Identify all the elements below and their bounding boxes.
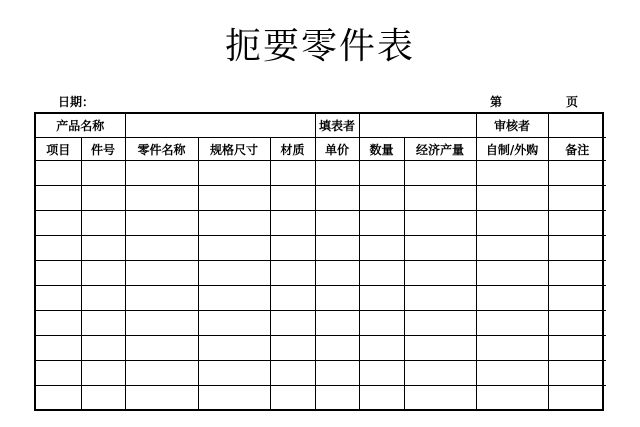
table-cell[interactable] <box>198 161 270 186</box>
product-name-field[interactable] <box>125 114 315 138</box>
table-cell[interactable] <box>270 336 315 361</box>
table-cell[interactable] <box>476 361 548 386</box>
table-cell[interactable] <box>548 236 606 261</box>
table-cell[interactable] <box>359 161 404 186</box>
column-header: 项目 <box>36 138 81 161</box>
table-cell[interactable] <box>359 236 404 261</box>
column-header: 自制/外购 <box>476 138 548 161</box>
table-cell[interactable] <box>548 211 606 236</box>
table-cell[interactable] <box>125 161 198 186</box>
table-cell[interactable] <box>476 261 548 286</box>
table-cell[interactable] <box>198 336 270 361</box>
table-cell[interactable] <box>36 211 81 236</box>
table-cell[interactable] <box>359 186 404 211</box>
table-cell[interactable] <box>404 161 476 186</box>
column-header: 件号 <box>81 138 125 161</box>
table-cell[interactable] <box>476 336 548 361</box>
info-row <box>36 114 606 138</box>
filler-label-wide: 填表者 <box>315 114 359 138</box>
form-title: 扼要零件表 <box>224 26 415 67</box>
table-cell[interactable] <box>270 186 315 211</box>
table-cell[interactable] <box>270 161 315 186</box>
table-cell[interactable] <box>315 211 359 236</box>
table-cell[interactable] <box>198 361 270 386</box>
table-cell[interactable] <box>198 261 270 286</box>
table-cell[interactable] <box>476 311 548 336</box>
table-cell[interactable] <box>404 261 476 286</box>
table-cell[interactable] <box>125 236 198 261</box>
table-cell[interactable] <box>359 286 404 311</box>
table-cell[interactable] <box>270 286 315 311</box>
table-cell[interactable] <box>476 161 548 186</box>
table-cell[interactable] <box>548 336 606 361</box>
table-cell[interactable] <box>81 336 125 361</box>
table-cell[interactable] <box>548 286 606 311</box>
column-header: 数量 <box>359 138 404 161</box>
table-cell[interactable] <box>404 186 476 211</box>
page-label-prefix: 第 <box>490 95 503 109</box>
table-cell[interactable] <box>315 386 359 411</box>
date-label: 日期： <box>58 95 95 109</box>
table-cell[interactable] <box>476 386 548 411</box>
column-header-row <box>36 138 606 161</box>
table-cell[interactable] <box>359 211 404 236</box>
table-cell[interactable] <box>36 311 81 336</box>
table-row <box>36 286 606 311</box>
table-cell[interactable] <box>270 236 315 261</box>
table-cell[interactable] <box>548 361 606 386</box>
filler-field[interactable] <box>359 114 476 138</box>
table-cell[interactable] <box>125 261 198 286</box>
table-cell[interactable] <box>36 186 81 211</box>
table-cell[interactable] <box>125 386 198 411</box>
table-cell[interactable] <box>359 336 404 361</box>
table-cell[interactable] <box>270 386 315 411</box>
table-cell[interactable] <box>476 286 548 311</box>
table-row <box>36 386 606 411</box>
table-cell[interactable] <box>476 211 548 236</box>
column-header: 零件名称 <box>125 138 198 161</box>
table-cell[interactable] <box>36 286 81 311</box>
table-cell[interactable] <box>315 186 359 211</box>
table-cell[interactable] <box>548 161 606 186</box>
table-cell[interactable] <box>548 386 606 411</box>
table-cell[interactable] <box>36 261 81 286</box>
table-cell[interactable] <box>315 286 359 311</box>
table-row <box>36 261 606 286</box>
table-cell[interactable] <box>548 261 606 286</box>
table-cell[interactable] <box>81 261 125 286</box>
table-cell[interactable] <box>404 361 476 386</box>
table-cell[interactable] <box>315 311 359 336</box>
table-cell[interactable] <box>81 286 125 311</box>
table-cell[interactable] <box>404 236 476 261</box>
table-cell[interactable] <box>36 161 81 186</box>
table-cell[interactable] <box>315 336 359 361</box>
table-cell[interactable] <box>476 186 548 211</box>
table-cell[interactable] <box>125 186 198 211</box>
table-cell[interactable] <box>548 186 606 211</box>
table-cell[interactable] <box>81 161 125 186</box>
table-cell[interactable] <box>315 261 359 286</box>
table-row <box>36 186 606 211</box>
column-header: 经济产量 <box>404 138 476 161</box>
table-cell[interactable] <box>270 311 315 336</box>
column-header: 材质 <box>270 138 315 161</box>
table-row <box>36 361 606 386</box>
page-label-suffix: 页 <box>566 95 579 109</box>
table-cell[interactable] <box>198 211 270 236</box>
reviewer-field[interactable] <box>548 114 606 138</box>
table-cell[interactable] <box>315 236 359 261</box>
table-cell[interactable] <box>81 236 125 261</box>
table-cell[interactable] <box>36 361 81 386</box>
table-cell[interactable] <box>404 286 476 311</box>
table-cell[interactable] <box>270 211 315 236</box>
table-cell[interactable] <box>36 236 81 261</box>
table-cell[interactable] <box>125 336 198 361</box>
table-cell[interactable] <box>198 386 270 411</box>
table-cell[interactable] <box>81 186 125 211</box>
table-cell[interactable] <box>125 311 198 336</box>
table-cell[interactable] <box>548 311 606 336</box>
table-cell[interactable] <box>476 236 548 261</box>
table-cell[interactable] <box>359 311 404 336</box>
table-cell[interactable] <box>404 211 476 236</box>
table-row <box>36 161 606 186</box>
parts-table <box>36 114 606 410</box>
table-cell[interactable] <box>198 236 270 261</box>
table-cell[interactable] <box>81 211 125 236</box>
parts-table-frame <box>34 112 604 411</box>
table-cell[interactable] <box>198 286 270 311</box>
column-header: 规格尺寸 <box>198 138 270 161</box>
table-cell[interactable] <box>404 311 476 336</box>
reviewer-label: 审核者 <box>476 114 548 138</box>
product-name-label: 产品名称 <box>36 114 125 138</box>
table-cell[interactable] <box>36 386 81 411</box>
table-cell[interactable] <box>315 161 359 186</box>
table-cell[interactable] <box>125 361 198 386</box>
table-cell[interactable] <box>404 386 476 411</box>
table-cell[interactable] <box>198 311 270 336</box>
table-row <box>36 311 606 336</box>
table-row <box>36 211 606 236</box>
table-row <box>36 236 606 261</box>
table-cell[interactable] <box>81 386 125 411</box>
column-header: 备注 <box>548 138 606 161</box>
table-cell[interactable] <box>125 286 198 311</box>
table-cell[interactable] <box>125 211 198 236</box>
table-cell[interactable] <box>270 361 315 386</box>
column-header: 单价 <box>315 138 359 161</box>
table-row <box>36 336 606 361</box>
table-cell[interactable] <box>359 361 404 386</box>
table-cell[interactable] <box>359 386 404 411</box>
table-cell[interactable] <box>270 261 315 286</box>
table-cell[interactable] <box>81 361 125 386</box>
table-cell[interactable] <box>404 336 476 361</box>
table-cell[interactable] <box>81 311 125 336</box>
table-cell[interactable] <box>36 336 81 361</box>
table-cell[interactable] <box>315 361 359 386</box>
table-cell[interactable] <box>359 261 404 286</box>
table-cell[interactable] <box>198 186 270 211</box>
